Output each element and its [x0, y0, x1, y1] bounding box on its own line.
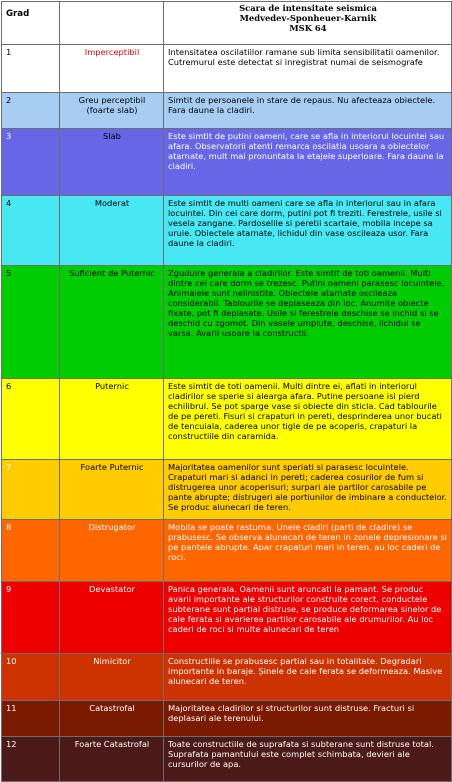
grade-column-header: Grad	[2, 2, 60, 45]
table-body	[2, 45, 452, 782]
grade-description: Toate constructiile de suprafata si subterane sunt distruse total. Suprafata pamantului este complet schimbata, devieri ale cursurilor de apa.	[164, 737, 452, 782]
grade-description: Este simtit de multi oameni care se afla in interiorul sau in afara locuintei. Din cei care dorm, putini pot fi treziti. Ferestrele, usile si vesela zangane. Pardoselile si peretii scartaie, mobila incepe sa uruie. Obiectele atarnate, lichidul din vase oscileaza usor. Fara daune la cladiri.	[164, 196, 452, 266]
table-row	[2, 460, 452, 520]
table-row	[2, 266, 452, 379]
table-row	[2, 582, 452, 654]
title-line-2: Medvedev-Sponheuer-Karnik	[239, 13, 377, 23]
table-row	[2, 520, 452, 582]
table-title	[164, 2, 452, 45]
grade-name: Devastator	[60, 582, 164, 654]
grade-number: 3	[2, 129, 60, 196]
grade-description: Este simtit de toti oamenii. Multi dintre ei, aflati in interiorul cladirilor se sperie si alearga afara. Putine persoane isi pierd echilibrul. Se pot sparge vase si obiecte din sticla. Cad tablourile de pe pereti. Fisuri si crapaturi in pereti, desprinderea unor bucati de tencuiala, caderea unor tigle de pe acoperis, crapaturi la constructiile din caramida.	[164, 379, 452, 460]
grade-number: 11	[2, 701, 60, 737]
table-row	[2, 654, 452, 701]
grade-name: Catastrofal	[60, 701, 164, 737]
table-row	[2, 379, 452, 460]
grade-number: 12	[2, 737, 60, 782]
grade-name: Moderat	[60, 196, 164, 266]
grade-name: Nimicitor	[60, 654, 164, 701]
grade-description: Zguduire generala a cladirilor. Este simtit de toti oamenii. Multi dintre cei care dorm se trezesc. Putini oameni parasesc locuintele. Animalele sunt nelinistite. Obiectele atarnate oscileaza considerabil. Tablourile se deplaseaza din loc. Anumite obiecte fixate, pot fi deplasate. Usile si ferestrele deschise se inchid si se deschid cu zgomot. Din vasele umplute, deschise, lichidul se varsa. Avarii usoare la constructii.	[164, 266, 452, 379]
table-row	[2, 129, 452, 196]
title-line-1: Scara de intensitate seismica	[239, 3, 377, 13]
grade-name: Suficient de Puternic	[60, 266, 164, 379]
grade-description: Majoritatea cladirilor si structurilor sunt distruse. Fracturi si deplasari ale terenului.	[164, 701, 452, 737]
grade-name: Puternic	[60, 379, 164, 460]
table-row	[2, 196, 452, 266]
table-header-row	[2, 2, 452, 45]
table-row	[2, 45, 452, 93]
name-column-header	[60, 2, 164, 45]
grade-name: Slab	[60, 129, 164, 196]
grade-name: Foarte Catastrofal	[60, 737, 164, 782]
grade-number: 8	[2, 520, 60, 582]
grade-description: Intensitatea oscilatiilor ramane sub limita sensibilitatii oamenilor. Cutremurul este detectat si inregistrat numai de seismografe	[164, 45, 452, 93]
grade-name: Imperceptibil	[60, 45, 164, 93]
grade-description: Este simtit de putini oameni, care se afla in interiorul locuintei sau afara. Observatorii atenti remarca oscilatia usoara a obiectelor atarnate, mult mai pronuntata la etajele superioare. Fara daune la cladiri.	[164, 129, 452, 196]
grade-number: 7	[2, 460, 60, 520]
grade-number: 1	[2, 45, 60, 93]
grade-number: 4	[2, 196, 60, 266]
grade-number: 6	[2, 379, 60, 460]
grade-name: Greu perceptibil (foarte slab)	[60, 93, 164, 129]
grade-description: Simtit de persoanele in stare de repaus. Nu afecteaza obiectele. Fara daune la cladiri.	[164, 93, 452, 129]
grade-description: Majoritatea oamenilor sunt speriati si parasesc locuintele. Crapaturi mari si adanci in pereti; caderea cosurilor de fum si distrugerea unor acoperisuri; surpari ale partilor carosabile pe pante abrupte; distrugeri ale portiunilor de imbinare a conductelor. Se produc alunecari de teren.	[164, 460, 452, 520]
title-line-3: MSK 64	[289, 23, 327, 33]
msk-intensity-table	[1, 1, 452, 782]
grade-number: 9	[2, 582, 60, 654]
table-row	[2, 737, 452, 782]
grade-number: 2	[2, 93, 60, 129]
grade-number: 10	[2, 654, 60, 701]
table-row	[2, 701, 452, 737]
grade-description: Panica generala. Oamenii sunt aruncati la pamant. Se produc avarii importante ale structurilor construite corect, conductele subterane sunt partial distruse, se produce deformarea sinelor de cale ferata si avarierea partilor carosabile ale drumurilor. Au loc caderi de roci si multe alunecari de teren	[164, 582, 452, 654]
grade-name: Foarte Puternic	[60, 460, 164, 520]
grade-description: Constructiile se prabusesc partial sau in totalitate. Degradari importante in baraje. Șinele de cale ferata se deformeaza. Masive alunecari de teren.	[164, 654, 452, 701]
grade-name: Distrugator	[60, 520, 164, 582]
grade-description: Mobila se poate rasturna. Unele cladiri (parti de cladire) se prabusesc. Se observa alunecari de teren in zonele depresionare si pe pantele abrupte. Apar crapaturi mari in teren, au loc caderi de roci.	[164, 520, 452, 582]
grade-number: 5	[2, 266, 60, 379]
table-row	[2, 93, 452, 129]
